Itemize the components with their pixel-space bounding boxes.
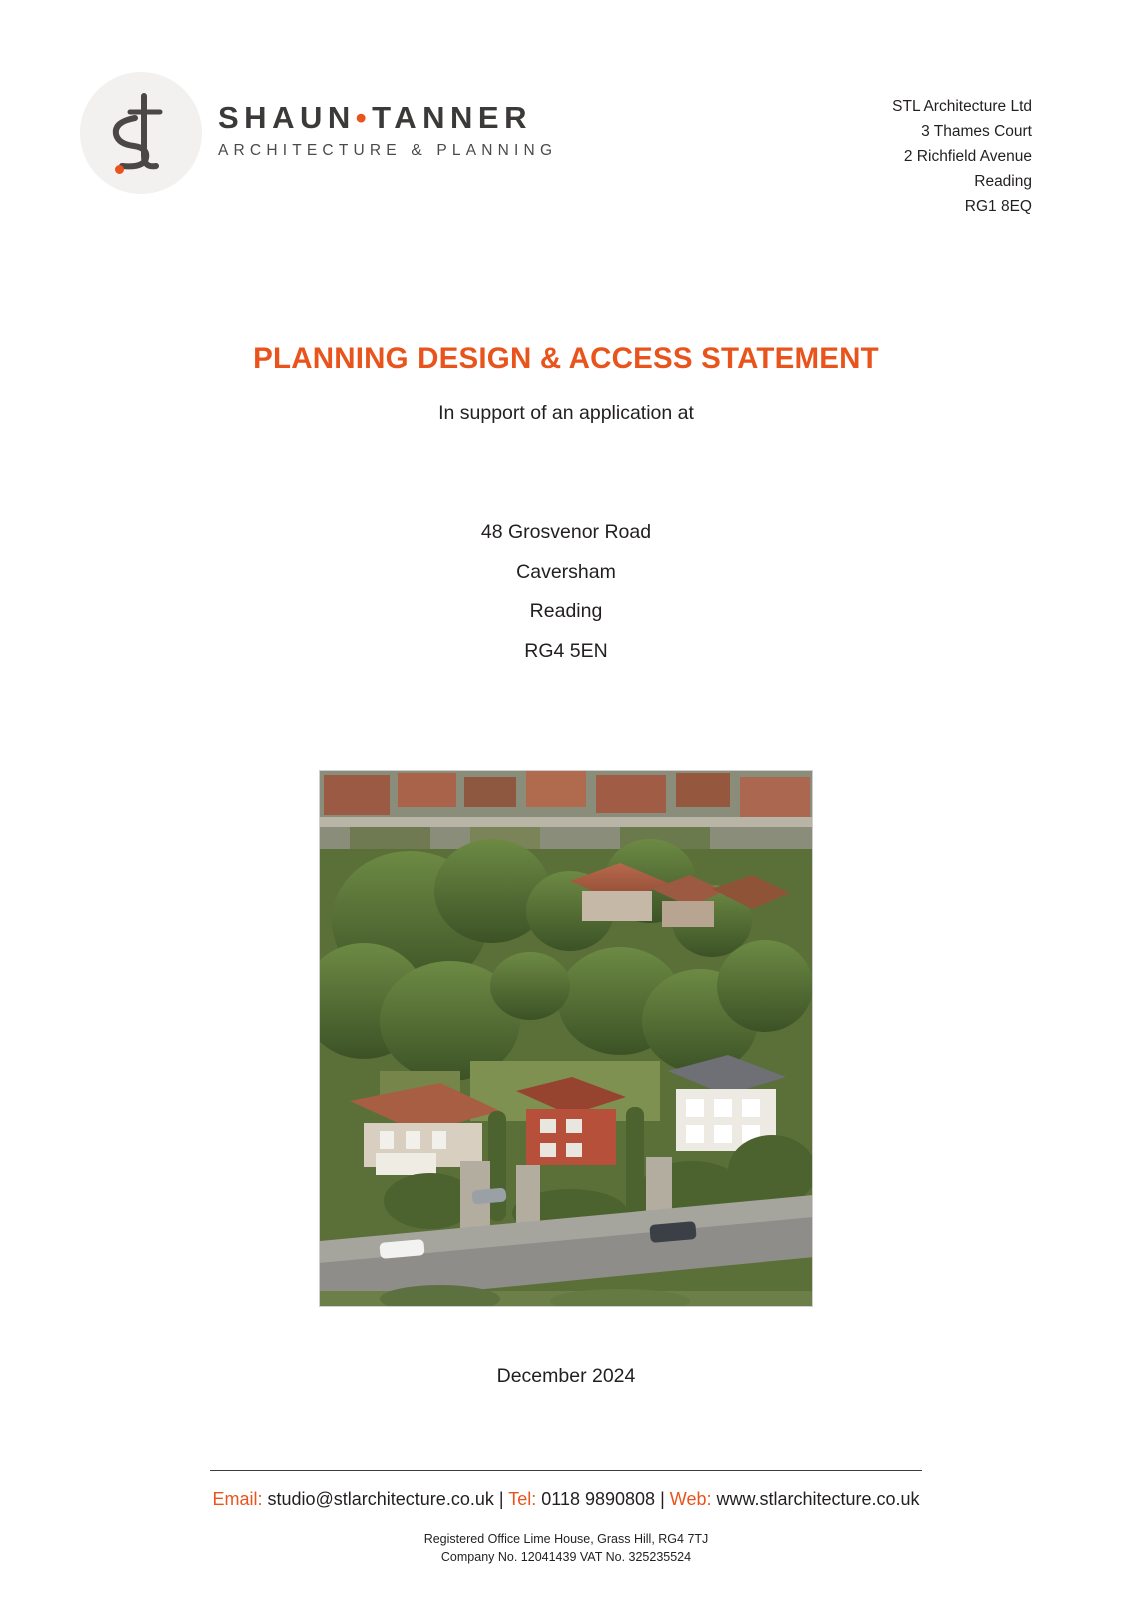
brand-tagline: ARCHITECTURE & PLANNING: [218, 141, 558, 159]
brand-name: [218, 99, 557, 135]
stl-monogram-icon: [80, 72, 202, 194]
company-address: [892, 72, 1032, 220]
footer-contact: [0, 1489, 1132, 1510]
site-address-line: 48 Grosvenor Road: [480, 520, 652, 543]
footer-separator: |: [660, 1488, 665, 1509]
aerial-photo: [319, 770, 813, 1307]
logo-accent-dot: [115, 165, 124, 174]
brand-name-first: SHAUN: [218, 99, 356, 135]
web-label: Web:: [669, 1488, 712, 1509]
page-header: [0, 0, 1132, 220]
company-address-line: Reading: [974, 173, 1032, 191]
brand-name-last: TANNER: [372, 99, 532, 135]
footer-legal: [0, 1530, 1132, 1566]
document-date: December 2024: [496, 1365, 636, 1388]
email-value[interactable]: studio@stlarchitecture.co.uk: [267, 1488, 494, 1509]
site-address: [0, 513, 1132, 673]
footer-legal-line: Company No. 12041439 VAT No. 325235524: [440, 1549, 692, 1564]
footer-divider: [210, 1470, 922, 1471]
tel-label: Tel:: [508, 1488, 537, 1509]
footer-separator: |: [498, 1488, 504, 1509]
brand-name-separator: •: [355, 99, 373, 135]
brand-wordmark: [218, 99, 558, 165]
tel-value[interactable]: 0118 9890808: [541, 1488, 656, 1509]
site-address-line: RG4 5EN: [524, 640, 608, 663]
web-value[interactable]: www.stlarchitecture.co.uk: [716, 1488, 920, 1509]
company-address-line: 3 Thames Court: [921, 123, 1032, 141]
cover-image-wrapper: [0, 770, 1132, 1307]
company-address-line: STL Architecture Ltd: [892, 98, 1032, 115]
company-address-line: RG1 8EQ: [964, 198, 1032, 216]
page-title: PLANNING DESIGN & ACCESS STATEMENT: [253, 341, 879, 375]
email-label: Email:: [212, 1488, 263, 1509]
page-footer: [0, 1470, 1132, 1566]
company-address-line: 2 Richfield Avenue: [903, 148, 1032, 166]
site-address-line: Reading: [529, 600, 603, 623]
site-address-line: Caversham: [516, 560, 616, 583]
page-subtitle: In support of an application at: [438, 401, 694, 424]
company-logo: [80, 72, 557, 194]
footer-legal-line: Registered Office Lime House, Grass Hill, RG4 7TJ: [423, 1531, 709, 1546]
logo-circle: [80, 72, 202, 194]
